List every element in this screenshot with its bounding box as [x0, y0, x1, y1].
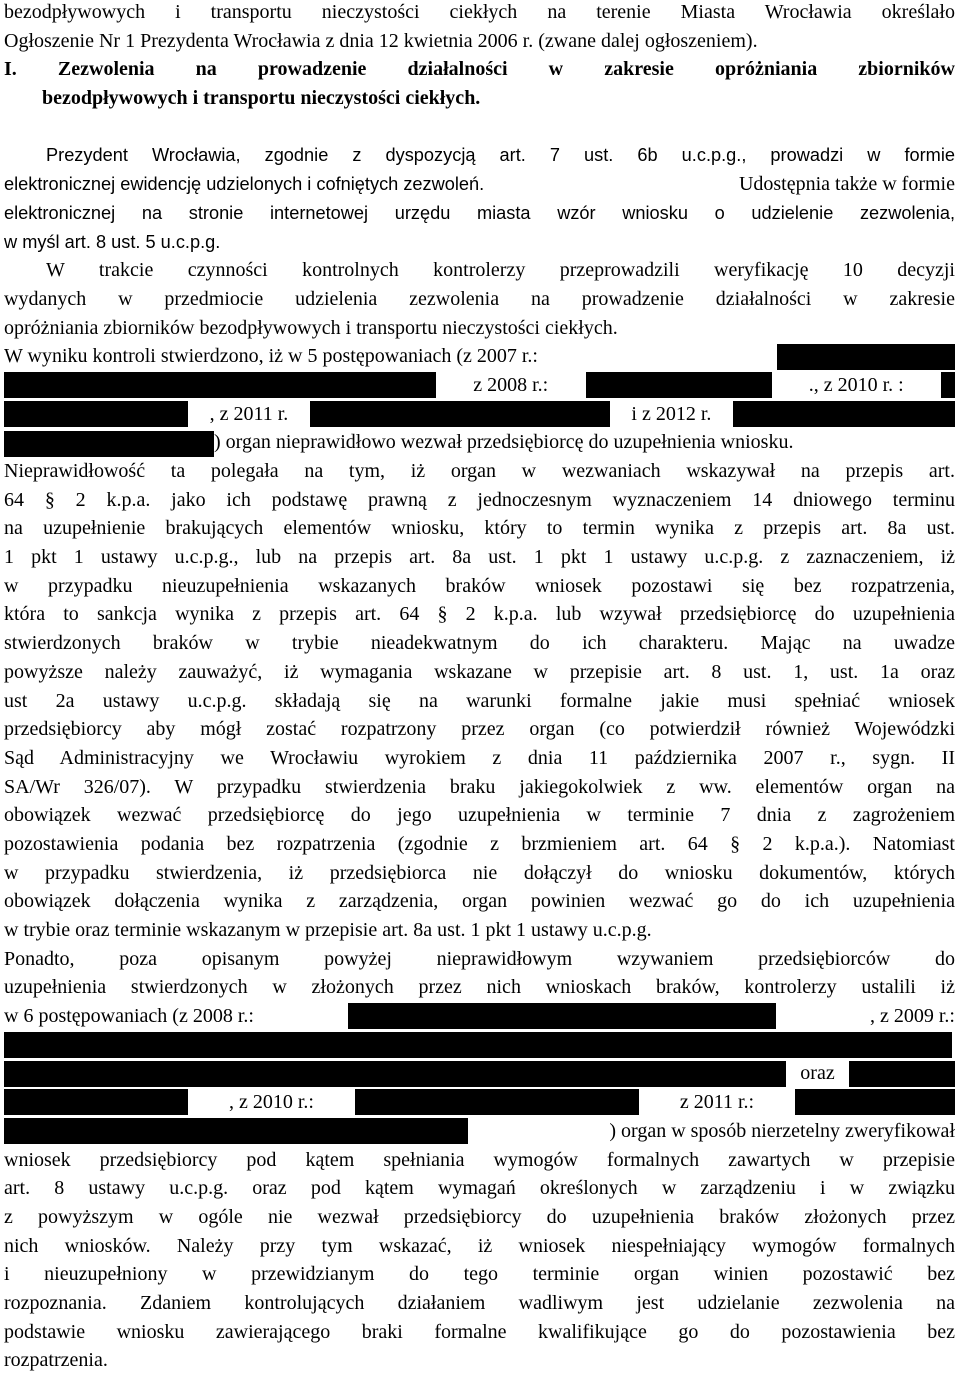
redaction-block: [777, 344, 955, 370]
para3-line-7: wniosek przedsiębiorcy pod kątem spełniania wymogów formalnych zawartych w przepisie: [4, 1148, 955, 1171]
redaction-block: [849, 1061, 955, 1087]
para3-line-12: rozpoznania. Zdaniem kontrolujących działaniem wadliwym jest udzielanie zezwolenia na: [4, 1291, 955, 1314]
para2-line-1: W trakcie czynności kontrolnych kontrolerzy przeprowadzili weryfikację 10 decyzji: [46, 259, 955, 282]
para2-line-18: Sąd Administracyjny we Wrocławiu wyrokiem z dnia 11 października 2007 r., sygn. II: [4, 746, 955, 769]
para2-line-17: przedsiębiorcy aby mógł zostać rozpatrzony przez organ (co potwierdził również Wojewódzki: [4, 718, 955, 741]
para3-line-3: [4, 1002, 955, 1031]
section-heading-line-2: bezodpływowych i transportu nieczystości ciekłych.: [42, 87, 481, 110]
intro-line-2: Ogłoszenie Nr 1 Prezydenta Wrocławia z dnia 12 kwietnia 2006 r. (zwane dalej ogłoszeniem).: [4, 29, 758, 52]
para2-line-14: stwierdzonych braków w trybie nieadekwatnym do ich charakteru. Mając na uwadze: [4, 632, 955, 655]
para3-line-5-a: , z 2010 r.:: [228, 1091, 314, 1114]
para2-line-11: 1 pkt 1 ustawy u.c.p.g., lub na przepis art. 8a ust. 1 pkt 1 ustawy u.c.p.g. z zaznaczeniem, iż: [4, 546, 955, 569]
para1-line-4: w myśl art. 8 ust. 5 u.c.p.g.: [4, 231, 221, 252]
para2-line-4: [4, 342, 955, 371]
redaction-block: [4, 1032, 952, 1058]
para2-line-6: [4, 400, 955, 429]
para3-line-9: z powyższym w ogóle nie wezwał przedsiębiorcy do uzupełnienia braków złożonych przez: [4, 1205, 955, 1228]
para3-line-4-a: oraz: [800, 1062, 835, 1085]
redaction-block: [941, 372, 955, 398]
intro-line-1: bezodpływowych i transportu nieczystości ciekłych na terenie Miasta Wrocławia określało: [4, 1, 955, 23]
para3-line-5: [4, 1088, 955, 1117]
para2-line-21: pozostawienia podania bez rozpatrzenia (zgodnie z brzmieniem art. 64 § 2 k.p.a.). Natomiast: [4, 832, 955, 855]
redaction-block: [586, 372, 772, 398]
para2-line-24: w trybie oraz terminie wskazanym w przepisie art. 8a ust. 1 pkt 1 ustawy u.c.p.g.: [4, 919, 652, 941]
para2-line-15: powyższe należy zauważyć, iż wymagania wskazane w przepisie art. 8 ust. 1, ust. 1a oraz: [4, 660, 955, 683]
redaction-block: [355, 1089, 639, 1115]
para2-line-20: obowiązek wezwać przedsiębiorcę do jego uzupełnienia w terminie 7 dnia z zagrożeniem: [4, 804, 955, 827]
para1-line-2: [4, 170, 955, 199]
para3-line-4b: [4, 1059, 955, 1088]
para3-line-11: i nieuzupełniony w przewidzianym do tego terminie organ winien pozostawić bez: [4, 1263, 955, 1286]
para2-line-5-a: z 2008 r.:: [473, 373, 549, 396]
redaction-block: [4, 372, 436, 398]
para2-line-10: na uzupełnienie brakujących elementów wniosku, który to termin wynika z przepis art. 8a ust.: [4, 517, 955, 540]
para2-line-13: która to sankcja wynika z przepis art. 64 § 2 k.p.a. lub wzywał przedsiębiorcę do uzupełnienia: [4, 603, 955, 626]
para3-line-8: art. 8 ustawy u.c.p.g. oraz pod kątem wymagań określonych w zarządzeniu i w związku: [4, 1177, 955, 1200]
para3-line-10: nich wniosków. Należy przy tym wskazać, iż wniosek niespełniający wymogów formalnych: [4, 1234, 955, 1257]
para2-line-9: 64 § 2 k.p.a. jako ich podstawę prawną z jednoczesnym wyznaczeniem 14 dniowego terminu: [4, 488, 955, 511]
para3-line-3-b: , z 2009 r.:: [869, 1005, 955, 1028]
para2-line-12: w przypadku nieuzupełnienia wskazanych braków wniosek pozostawi się bez rozpatrzenia,: [4, 574, 955, 597]
para2-line-2: wydanych w przedmiocie udzielenia zezwolenia na prowadzenie działalności w zakresie: [4, 287, 955, 310]
para2-line-16: ust 2a ustawy u.c.p.g. składają się na warunki formalne jakie musi spełniać wniosek: [4, 689, 955, 712]
section-heading-line-1: I. Zezwolenia na prowadzenie działalności w zakresie opróżniania zbiorników: [4, 58, 955, 81]
redaction-block: [4, 1118, 468, 1144]
spacer: [4, 113, 955, 142]
para2-line-3: opróżniania zbiorników bezodpływowych i transportu nieczystości ciekłych.: [4, 316, 618, 339]
para1-line-2-sans: elektronicznej ewidencję udzielonych i cofniętych zezwoleń.: [4, 174, 485, 195]
para2-line-23: obowiązek dołączenia wynika z zarządzenia, organ powinien wezwać go do ich uzupełnienia: [4, 890, 955, 913]
redaction-block: [733, 401, 955, 427]
para2-line-8: Nieprawidłowość ta polegała na tym, iż organ w wezwaniach wskazywał na przepis art.: [4, 460, 955, 482]
redaction-block: [4, 401, 188, 427]
para2-line-5-b: ., z 2010 r. :: [808, 373, 904, 396]
para2-line-22: w przypadku stwierdzenia, iż przedsiębiorca nie dołączył do wniosku dokumentów, których: [4, 861, 955, 884]
document-page: [4, 0, 955, 1375]
para2-line-7: [4, 428, 955, 457]
para2-line-7-text: ) organ nieprawidłowo wezwał przedsiębiorcę do uzupełnienia wniosku.: [214, 431, 794, 454]
redaction-block: [4, 431, 214, 457]
para2-line-6-b: i z 2012 r.: [631, 402, 712, 425]
redaction-block: [4, 1089, 188, 1115]
para3-line-5-b: z 2011 r.:: [679, 1091, 755, 1114]
para3-line-3-a: w 6 postępowaniach (z 2008 r.:: [4, 1005, 254, 1028]
para3-line-6: [4, 1117, 955, 1146]
redaction-block: [310, 401, 610, 427]
redaction-block: [795, 1089, 955, 1115]
para2-line-19: SA/Wr 326/07). W przypadku stwierdzenia braku jakiegokolwiek z ww. elementów organ na: [4, 775, 955, 798]
para3-line-13: podstawie wniosku zawierającego braki formalne kwalifikujące go do pozostawienia bez: [4, 1320, 955, 1343]
para3-line-6-a: ) organ w sposób nierzetelny zweryfikował: [609, 1119, 955, 1142]
para2-line-6-a: , z 2011 r.: [209, 402, 289, 425]
para1-line-3: elektronicznej na stronie internetowej urzędu miasta wzór wniosku o udzielenie zezwolenia,: [4, 202, 955, 223]
redaction-block: [4, 1061, 786, 1087]
para2-line-5: [4, 371, 955, 400]
para1-line-2-serif: Udostępnia także w formie: [733, 173, 955, 196]
para2-line-4-text: W wyniku kontroli stwierdzono, iż w 5 postępowaniach (z 2007 r.:: [4, 345, 538, 368]
para3-line-2: uzupełnienia stwierdzonych w złożonych przez nich wnioskach braków, kontrolerzy ustalili iż: [4, 976, 955, 999]
para3-line-14: rozpatrzenia.: [4, 1349, 108, 1372]
redaction-block: [348, 1003, 776, 1029]
para3-line-1: Ponadto, poza opisanym powyżej nieprawidłowym wzywaniem przedsiębiorców do: [4, 947, 955, 970]
para3-line-4: [4, 1031, 955, 1060]
para1-line-1: Prezydent Wrocławia, zgodnie z dyspozycją art. 7 ust. 6b u.c.p.g., prowadzi w formie: [46, 145, 955, 166]
